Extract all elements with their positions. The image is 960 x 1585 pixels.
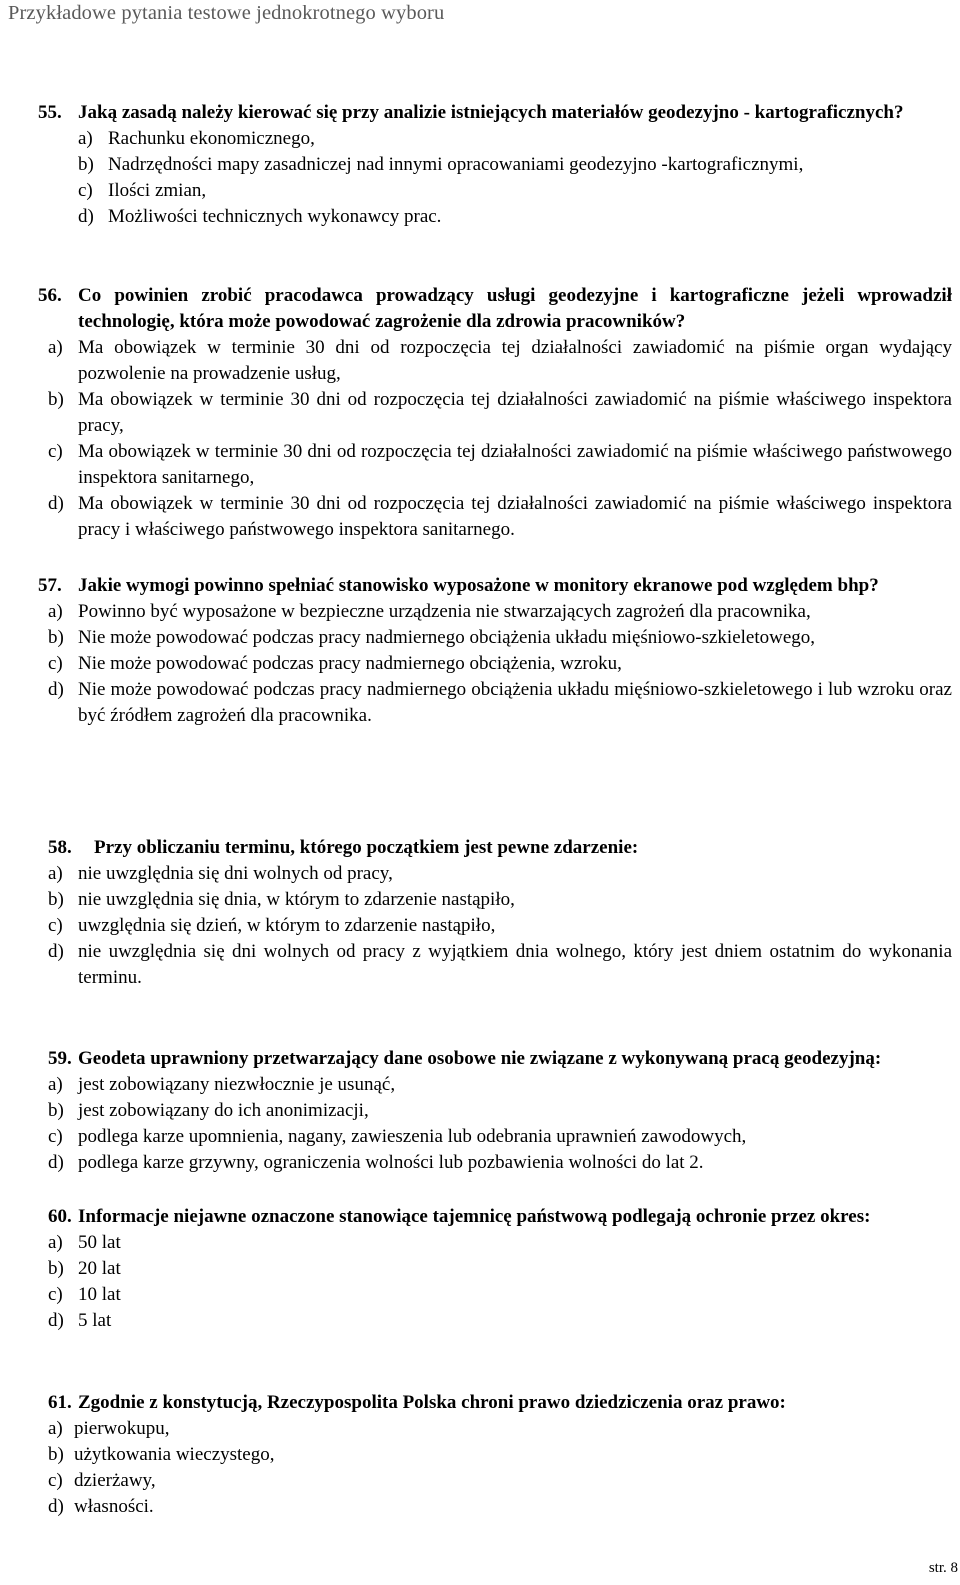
answer-d	[48, 491, 952, 543]
answer-a	[48, 335, 952, 387]
answer-text: Powinno być wyposażone w bezpieczne urządzenia nie stwarzających zagrożeń dla pracownika,	[78, 601, 811, 622]
answer-d	[48, 1308, 952, 1334]
question-61	[0, 1390, 960, 1520]
answer-letter: d)	[48, 679, 64, 700]
answer-text: uwzględnia się dzień, w którym to zdarzenie nastąpiło,	[78, 915, 496, 936]
answer-list	[0, 335, 960, 543]
question-number: 57.	[38, 575, 62, 596]
answer-b	[48, 625, 952, 651]
answer-letter: a)	[48, 337, 63, 358]
answer-letter: c)	[48, 1284, 63, 1305]
answer-c	[48, 913, 952, 939]
answer-text: Ilości zmian,	[108, 180, 207, 201]
answer-text: Nadrzędności mapy zasadniczej nad innymi opracowaniami geodezyjno -kartograficznymi,	[108, 154, 804, 175]
question-57	[0, 573, 960, 729]
question-text	[0, 283, 960, 335]
answer-a	[48, 1230, 952, 1256]
answer-c	[48, 439, 952, 491]
answer-text: nie uwzględnia się dni wolnych od pracy,	[78, 863, 393, 884]
answer-text: nie uwzględnia się dni wolnych od pracy z wyjątkiem dnia wolnego, który jest dniem ostatnim do wykonania terminu.	[78, 941, 952, 988]
answer-letter: c)	[48, 441, 63, 462]
answer-b	[48, 1256, 952, 1282]
answer-text: 5 lat	[78, 1310, 112, 1331]
answer-text: dzierżawy,	[74, 1470, 156, 1491]
answer-c	[48, 1468, 952, 1494]
question-body: Informacje niejawne oznaczone stanowiące tajemnicę państwową podlegają ochronie przez okres:	[78, 1206, 871, 1227]
answer-text: Nie może powodować podczas pracy nadmiernego obciążenia, wzroku,	[78, 653, 622, 674]
answer-text: Rachunku ekonomicznego,	[108, 128, 315, 149]
page-number: str. 8	[928, 1560, 958, 1576]
question-body: Jaką zasadą należy kierować się przy analizie istniejących materiałów geodezyjno - kartograficznych?	[78, 102, 904, 123]
answer-text: jest zobowiązany niezwłocznie je usunąć,	[78, 1074, 396, 1095]
answer-letter: d)	[48, 1496, 64, 1517]
answer-c	[48, 1124, 952, 1150]
question-text	[0, 1390, 960, 1416]
answer-text: własności.	[74, 1496, 154, 1517]
answer-a	[48, 1416, 952, 1442]
answer-a	[78, 126, 952, 152]
answer-letter: c)	[48, 915, 63, 936]
answer-d	[78, 204, 952, 230]
answer-list	[0, 599, 960, 729]
answer-letter: b)	[78, 154, 94, 175]
question-body: Zgodnie z konstytucją, Rzeczypospolita Polska chroni prawo dziedziczenia oraz prawo:	[78, 1392, 786, 1413]
question-text	[0, 100, 960, 126]
answer-letter: c)	[48, 1470, 63, 1491]
answer-letter: b)	[48, 889, 64, 910]
answer-text: Ma obowiązek w terminie 30 dni od rozpoczęcia tej działalności zawiadomić na piśmie właściwego inspektora pracy,	[78, 389, 952, 436]
answer-letter: b)	[48, 627, 64, 648]
answer-letter: b)	[48, 389, 64, 410]
answer-list	[0, 126, 960, 230]
answer-letter: d)	[48, 941, 64, 962]
answer-letter: a)	[48, 863, 63, 884]
question-number: 60.	[48, 1206, 72, 1227]
answer-c	[48, 1282, 952, 1308]
question-58	[0, 835, 960, 991]
answer-c	[78, 178, 952, 204]
answer-list	[0, 1072, 960, 1176]
answer-letter: a)	[48, 601, 63, 622]
answer-letter: b)	[48, 1258, 64, 1279]
answer-d	[48, 677, 952, 729]
answer-letter: a)	[48, 1232, 63, 1253]
answer-b	[48, 887, 952, 913]
answer-a	[48, 861, 952, 887]
answer-text: podlega karze grzywny, ograniczenia wolności lub pozbawienia wolności do lat 2.	[78, 1152, 704, 1173]
answer-letter: d)	[78, 206, 94, 227]
answer-text: Nie może powodować podczas pracy nadmiernego obciążenia układu mięśniowo-szkieletowego i lub wzroku oraz być źródłem zagrożeń dla pracownika.	[78, 679, 952, 726]
question-body: Co powinien zrobić pracodawca prowadzący usługi geodezyjne i kartograficzne jeżeli wprowadził technologię, która może powodować zagrożenie dla zdrowia pracowników?	[78, 285, 952, 332]
answer-letter: b)	[48, 1100, 64, 1121]
page-header: Przykładowe pytania testowe jednokrotnego wyboru	[8, 2, 445, 24]
answer-letter: c)	[48, 1126, 63, 1147]
answer-letter: a)	[78, 128, 93, 149]
answer-list	[0, 1416, 960, 1520]
question-60	[0, 1204, 960, 1334]
answer-text: 10 lat	[78, 1284, 121, 1305]
answer-a	[48, 599, 952, 625]
answer-d	[48, 1150, 952, 1176]
answer-b	[48, 1098, 952, 1124]
answer-text: 50 lat	[78, 1232, 121, 1253]
answer-d	[48, 1494, 952, 1520]
answer-letter: a)	[48, 1418, 63, 1439]
answer-b	[48, 1442, 952, 1468]
question-number: 56.	[38, 285, 62, 306]
answer-c	[48, 651, 952, 677]
answer-letter: b)	[48, 1444, 64, 1465]
answer-a	[48, 1072, 952, 1098]
answer-list	[0, 1230, 960, 1334]
answer-text: Ma obowiązek w terminie 30 dni od rozpoczęcia tej działalności zawiadomić na piśmie organ wydający pozwolenie na prowadzenie usług,	[78, 337, 952, 384]
answer-letter: d)	[48, 1310, 64, 1331]
answer-text: 20 lat	[78, 1258, 121, 1279]
answer-list	[0, 861, 960, 991]
answer-text: Ma obowiązek w terminie 30 dni od rozpoczęcia tej działalności zawiadomić na piśmie właściwego państwowego inspektora sanitarnego,	[78, 441, 952, 488]
question-55	[0, 100, 960, 230]
question-text	[0, 1204, 960, 1230]
question-number: 55.	[38, 102, 62, 123]
answer-text: Możliwości technicznych wykonawcy prac.	[108, 206, 442, 227]
answer-text: Ma obowiązek w terminie 30 dni od rozpoczęcia tej działalności zawiadomić na piśmie właściwego inspektora pracy i właściwego państwowego inspektora sanitarnego.	[78, 493, 952, 540]
answer-letter: a)	[48, 1074, 63, 1095]
answer-text: jest zobowiązany do ich anonimizacji,	[78, 1100, 369, 1121]
answer-text: nie uwzględnia się dnia, w którym to zdarzenie nastąpiło,	[78, 889, 515, 910]
answer-letter: d)	[48, 493, 64, 514]
answer-letter: c)	[48, 653, 63, 674]
question-number: 61.	[48, 1392, 72, 1413]
question-number: 58.	[48, 837, 72, 858]
answer-d	[48, 939, 952, 991]
answer-letter: d)	[48, 1152, 64, 1173]
question-text	[0, 1046, 960, 1072]
answer-text: podlega karze upomnienia, nagany, zawieszenia lub odebrania uprawnień zawodowych,	[78, 1126, 747, 1147]
question-56	[0, 283, 960, 543]
answer-letter: c)	[78, 180, 93, 201]
question-text	[0, 573, 960, 599]
question-body: Jakie wymogi powinno spełniać stanowisko wyposażone w monitory ekranowe pod względem bhp?	[78, 575, 879, 596]
answer-text: użytkowania wieczystego,	[74, 1444, 275, 1465]
question-body: Geodeta uprawniony przetwarzający dane osobowe nie związane z wykonywaną pracą geodezyjną:	[78, 1048, 882, 1069]
answer-text: pierwokupu,	[74, 1418, 170, 1439]
answer-text: Nie może powodować podczas pracy nadmiernego obciążenia układu mięśniowo-szkieletowego,	[78, 627, 816, 648]
answer-b	[48, 387, 952, 439]
question-59	[0, 1046, 960, 1176]
question-text	[0, 835, 960, 861]
answer-b	[78, 152, 952, 178]
question-body: Przy obliczaniu terminu, którego początkiem jest pewne zdarzenie:	[94, 837, 639, 858]
question-number: 59.	[48, 1048, 72, 1069]
